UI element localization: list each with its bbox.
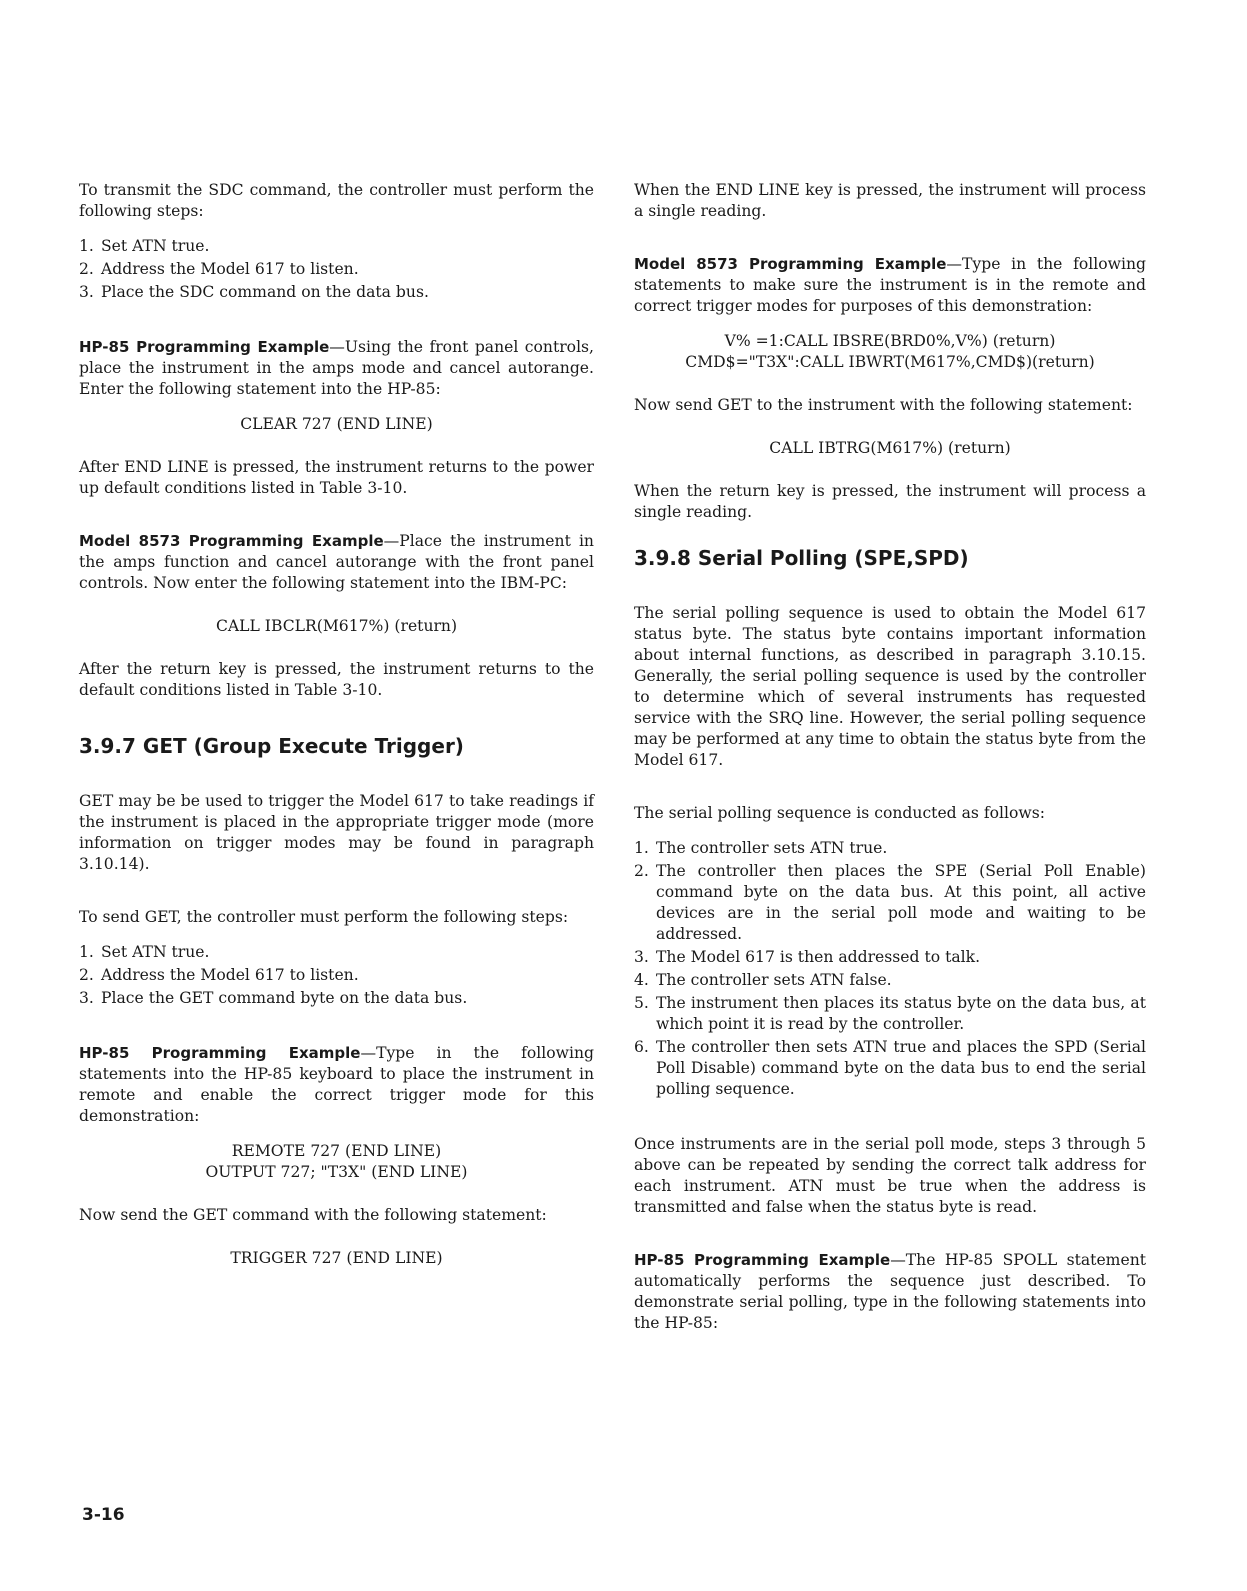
- paragraph: To transmit the SDC command, the controller must perform the following steps:: [79, 181, 594, 220]
- paragraph: HP-85 Programming Example—Using the front panel controls, place the instrument in the amps mode and cancel autorange. Enter the following statement into the HP-85:: [79, 338, 595, 398]
- paragraph: Model 8573 Programming Example—Type in the following statements to make sure the instrument is in the remote and correct trigger modes for purposes of this demonstration:: [634, 255, 1146, 315]
- code-statement: CALL IBCLR(M617%) (return): [215, 617, 458, 635]
- list-item: 3. Place the SDC command on the data bus.: [79, 283, 429, 301]
- section-heading: 3.9.7 GET (Group Execute Trigger): [79, 734, 464, 758]
- code-statement: CALL IBTRG(M617%) (return): [769, 439, 1011, 457]
- list-item: 1. Set ATN true.: [79, 943, 210, 961]
- list-item: 2. Address the Model 617 to listen.: [79, 966, 359, 984]
- list-item: 2. The controller then places the SPE (Serial Poll Enable) command byte on the data bus. At this point, all active devices are in the serial poll mode and waiting to be addressed.: [634, 862, 1146, 943]
- paragraph: HP-85 Programming Example—The HP-85 SPOLL statement automatically performs the sequence just described. To demonstrate serial polling, type in the following statements into the HP-85:: [634, 1251, 1147, 1332]
- paragraph: The serial polling sequence is conducted as follows:: [634, 804, 1045, 822]
- list-item: 1. The controller sets ATN true.: [634, 839, 888, 857]
- list-item: 1. Set ATN true.: [79, 237, 210, 255]
- numbered-list: [79, 236, 594, 303]
- run-in-heading: HP-85 Programming Example: [79, 338, 330, 356]
- paragraph: HP-85 Programming Example—Type in the following statements into the HP-85 keyboard to place the instrument in remote and enable the correct trigger mode for this demonstration:: [79, 1044, 595, 1125]
- paragraph: Model 8573 Programming Example—Place the instrument in the amps function and cancel autorange with the front panel controls. Now enter the following statement into the IBM-PC:: [79, 532, 594, 592]
- run-in-heading: Model 8573 Programming Example: [634, 255, 947, 273]
- paragraph: GET may be be used to trigger the Model 617 to take readings if the instrument is placed in the appropriate trigger mode (more information on trigger modes may be found in paragraph 3.10.14).: [79, 792, 594, 873]
- paragraph: The serial polling sequence is used to obtain the Model 617 status byte. The status byte contains important information about internal functions, as described in paragraph 3.10.15. Generally, the serial polling sequence is used by the controller to determine which of several instruments has requested service with the SRQ line. However, the serial polling sequence may be performed at any time to obtain the status byte from the Model 617.: [634, 604, 1146, 769]
- left-column: [79, 180, 594, 1269]
- run-in-heading: HP-85 Programming Example: [79, 1044, 361, 1062]
- code-statement: CLEAR 727 (END LINE): [240, 415, 433, 433]
- paragraph: After END LINE is pressed, the instrument returns to the power up default conditions listed in Table 3-10.: [79, 458, 594, 497]
- list-item: 2. Address the Model 617 to listen.: [79, 260, 359, 278]
- right-column: [634, 180, 1146, 1334]
- list-item: 4. The controller sets ATN false.: [634, 971, 892, 989]
- numbered-list: [79, 942, 594, 1009]
- paragraph: Now send GET to the instrument with the following statement:: [634, 396, 1133, 414]
- paragraph: Once instruments are in the serial poll mode, steps 3 through 5 above can be repeated by sending the correct talk address for each instrument. ATN must be true when the address is transmitted and false when the status byte is read.: [634, 1135, 1146, 1216]
- run-in-heading: HP-85 Programming Example: [634, 1251, 891, 1269]
- paragraph: To send GET, the controller must perform the following steps:: [79, 908, 569, 926]
- numbered-list: [634, 838, 1146, 1100]
- list-item: 3. The Model 617 is then addressed to talk.: [634, 948, 981, 966]
- section-heading: 3.9.8 Serial Polling (SPE,SPD): [634, 546, 969, 570]
- code-statement: REMOTE 727 (END LINE) OUTPUT 727; "T3X" (END LINE): [205, 1142, 468, 1181]
- code-statement: V% =1:CALL IBSRE(BRD0%,V%) (return) CMD$="T3X":CALL IBWRT(M617%,CMD$)(return): [685, 332, 1095, 371]
- list-item: 6. The controller then sets ATN true and places the SPD (Serial Poll Disable) command byte on the data bus to end the serial polling sequence.: [634, 1038, 1146, 1098]
- paragraph: After the return key is pressed, the instrument returns to the default conditions listed in Table 3-10.: [79, 660, 594, 699]
- page-number: 3-16: [82, 1505, 125, 1525]
- paragraph: When the END LINE key is pressed, the instrument will process a single reading.: [634, 181, 1146, 220]
- paragraph: When the return key is pressed, the instrument will process a single reading.: [634, 482, 1146, 521]
- list-item: 3. Place the GET command byte on the data bus.: [79, 989, 468, 1007]
- run-in-heading: Model 8573 Programming Example: [79, 532, 384, 550]
- list-item: 5. The instrument then places its status byte on the data bus, at which point it is read by the controller.: [634, 994, 1146, 1033]
- paragraph: Now send the GET command with the following statement:: [79, 1206, 547, 1224]
- code-statement: TRIGGER 727 (END LINE): [230, 1249, 443, 1267]
